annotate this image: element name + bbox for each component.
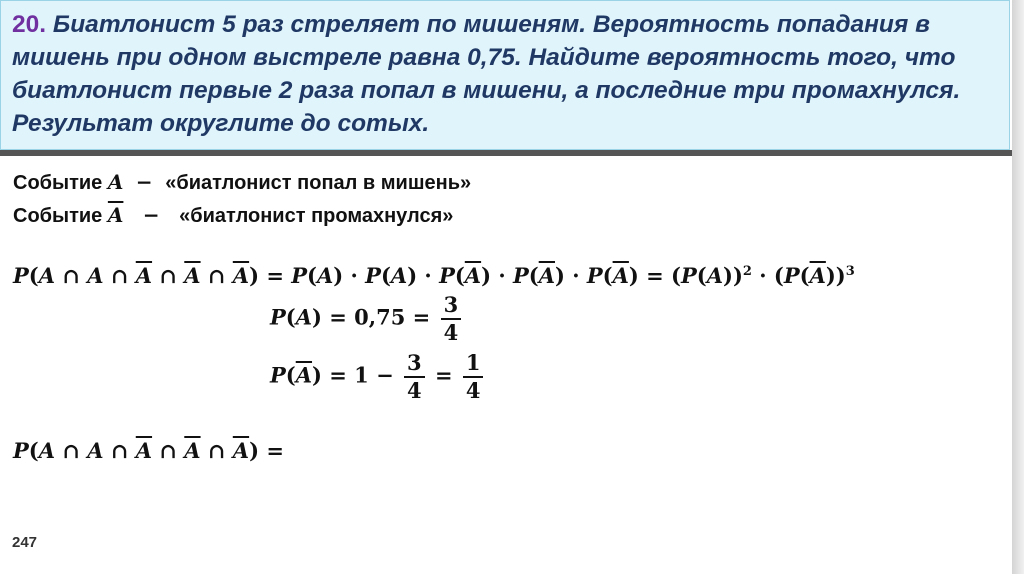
task-text [12, 8, 997, 140]
event-abar-label: «биатлонист промахнулся» [179, 205, 454, 227]
event-abar-dash: − [128, 203, 174, 227]
event-a-label: «биатлонист попал в мишень» [165, 172, 472, 194]
formula-product-expansion: P(A ∩ A ∩ $\overline{A}$ ∩ $\overline{A}$ ∩ $\overline{A}) = P(A) \cdot P(A) \cdot P(\overline{A}) \cdot P(\overline{A}) \cdot P(\overline{A}) = (P(A))^2 \cdot (P(\overline{A}))^3$ [13, 263, 855, 288]
task-number: 20. [12, 11, 47, 38]
formula-p-a: P(A) = 0,75 = $\frac{3}{4}$ [270, 292, 464, 346]
event-abar-word: Событие [13, 205, 103, 227]
event-a-symbol: A [107, 170, 124, 194]
fraction-three-quarters-2: $\frac{3}{4}$ [404, 350, 425, 404]
formula-result: P(A ∩ A ∩ $\overline{A}$ ∩ $\overline{A}$ ∩ $\overline{A}$) = [13, 438, 284, 463]
fraction-three-quarters: $\frac{3}{4}$ [441, 292, 462, 346]
separator-bar [0, 150, 1012, 156]
task-body: Биатлонист 5 раз стреляет по мишеням. Вероятность попадания в мишень при одном выстреле равна 0,75. Найдите вероятность того, что биатлонист первые 2 раза попал в мишени, а последние три промахнулся. Результат округлите до сотых. [12, 11, 961, 137]
slide-edge-shadow [1012, 0, 1024, 574]
fraction-one-quarter: $\frac{1}{4}$ [463, 350, 484, 404]
page-number: 247 [12, 534, 38, 551]
event-a-word: Событие [13, 172, 103, 194]
formula-p-abar: $P(\overline{A}) = 1$ − $\frac{3}{4}$ = $\frac{1}{4}$ [270, 350, 486, 404]
event-abar-symbol: $\overline{A}$ [107, 203, 124, 227]
event-abar-row [13, 199, 471, 232]
event-a-dash: − [128, 170, 160, 194]
events-block [13, 166, 471, 232]
task-box [0, 0, 1010, 150]
event-a-row [13, 166, 471, 199]
